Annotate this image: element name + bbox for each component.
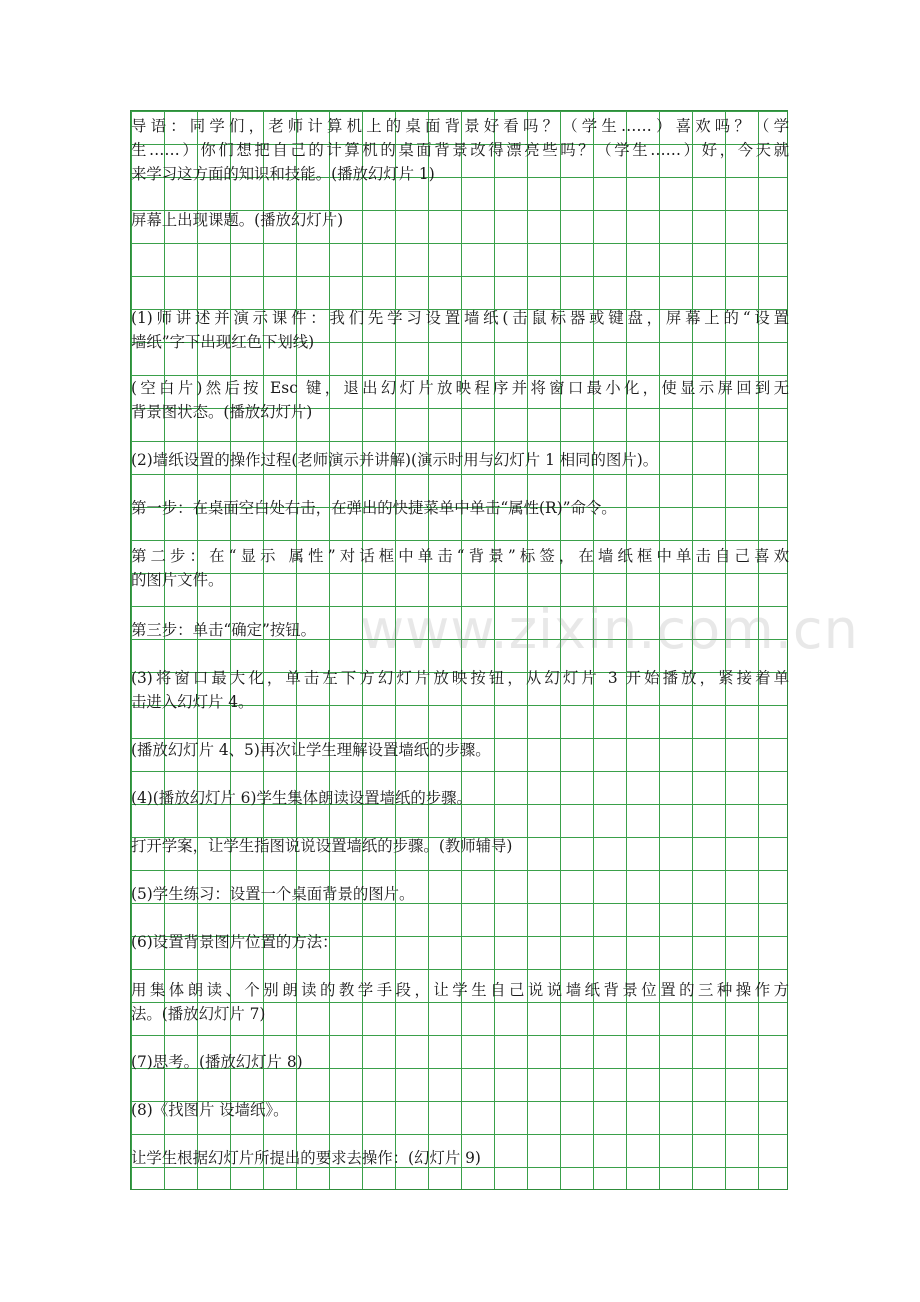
text-line: (7)思考。(播放幻灯片 8) xyxy=(131,1053,303,1071)
text-line: 让学生根据幻灯片所提出的要求去操作：(幻灯片 9) xyxy=(131,1149,481,1167)
text-line: 第一步：在桌面空白处右击，在弹出的快捷菜单中单击“属性(R)”命令。 xyxy=(131,499,617,517)
text-line: (2)墙纸设置的操作过程(老师演示并讲解)(演示时用与幻灯片 1 相同的图片)。 xyxy=(131,451,659,469)
text-line: (8)《找图片 设墙纸》。 xyxy=(131,1101,289,1119)
grid-paper xyxy=(130,110,788,1190)
text-line: 第二步：在“显示 属性”对话框中单击“背景”标签，在墙纸框中单击自己喜欢 xyxy=(131,547,789,565)
text-line: (5)学生练习：设置一个桌面背景的图片。 xyxy=(131,885,415,903)
text-line: 打开学案，让学生指图说说设置墙纸的步骤。(教师辅导) xyxy=(131,837,513,855)
text-line: 来学习这方面的知识和技能。(播放幻灯片 1) xyxy=(131,165,435,183)
text-line: 屏幕上出现课题。(播放幻灯片) xyxy=(131,211,344,229)
text-line: 击进入幻灯片 4。 xyxy=(131,693,254,711)
text-line: 生……）你们想把自己的计算机的桌面背景改得漂亮些吗？（学生……）好，今天就 xyxy=(131,141,789,159)
text-line: 第三步：单击“确定”按钮。 xyxy=(131,621,317,639)
text-line: 墙纸”字下出现红色下划线) xyxy=(131,333,315,351)
watermark: www.zixin.com.cn xyxy=(360,598,859,661)
text-line: (1)师讲述并演示课件：我们先学习设置墙纸(击鼠标器或键盘，屏幕上的“设置 xyxy=(131,309,789,327)
text-line: (4)(播放幻灯片 6)学生集体朗读设置墙纸的步骤。 xyxy=(131,789,472,807)
text-line: (播放幻灯片 4、5)再次让学生理解设置墙纸的步骤。 xyxy=(131,741,491,759)
text-line: 背景图状态。(播放幻灯片) xyxy=(131,403,313,421)
text-line: (6)设置背景图片位置的方法： xyxy=(131,933,338,951)
text-line: 用集体朗读、个别朗读的教学手段，让学生自己说说墙纸背景位置的三种操作方 xyxy=(131,981,789,999)
text-line: 的图片文件。 xyxy=(131,571,224,589)
text-line: (空白片)然后按 Esc 键，退出幻灯片放映程序并将窗口最小化，使显示屏回到无 xyxy=(131,379,789,397)
text-line: 导语：同学们，老师计算机上的桌面背景好看吗？（学生……）喜欢吗？（学 xyxy=(131,117,789,135)
text-line: 法。(播放幻灯片 7) xyxy=(131,1005,266,1023)
text-line: (3)将窗口最大化，单击左下方幻灯片放映按钮，从幻灯片 3 开始播放，紧接着单 xyxy=(131,669,789,687)
